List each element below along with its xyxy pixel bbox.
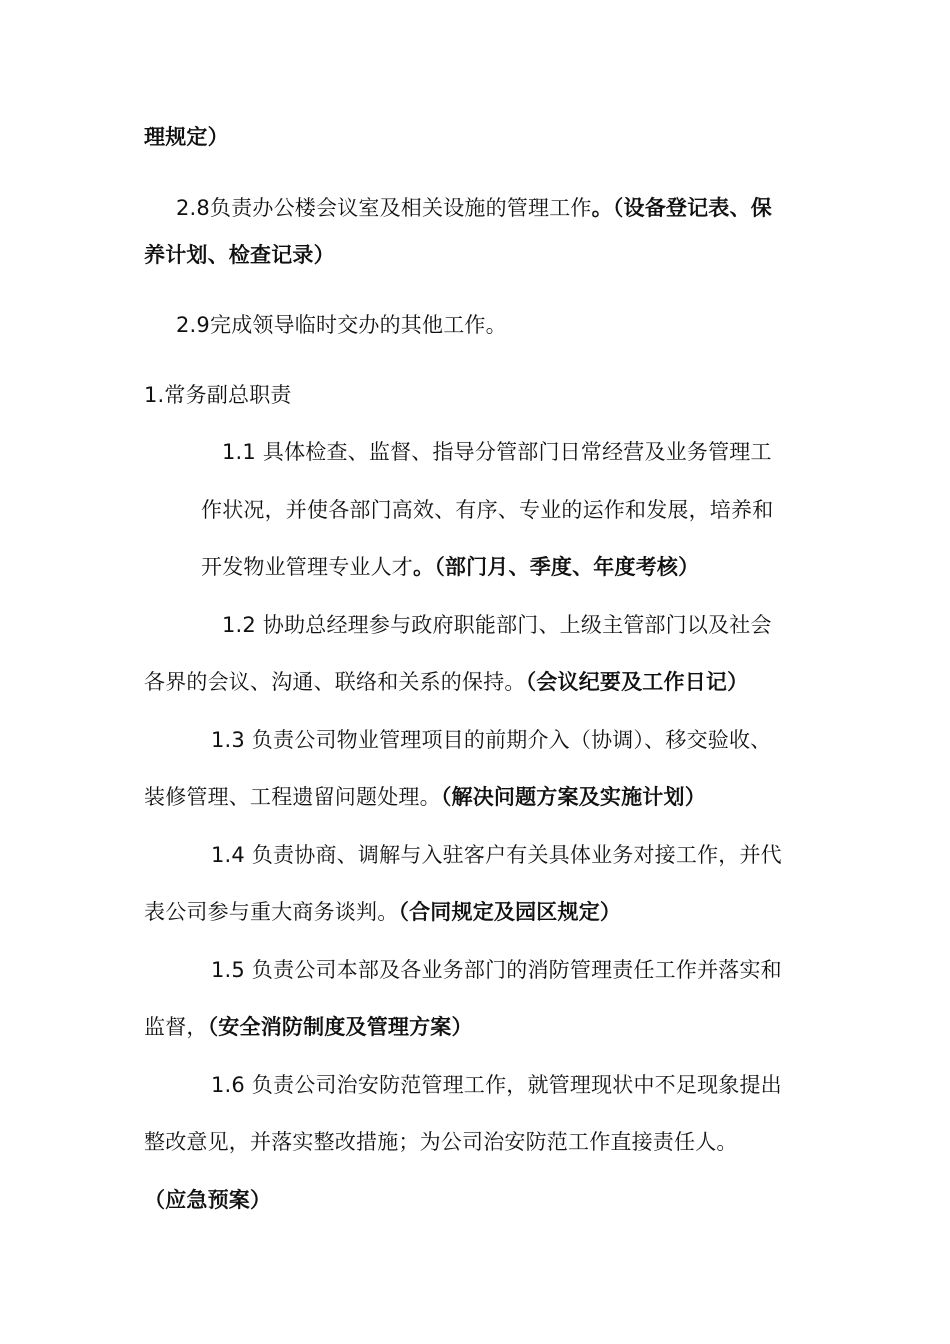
line-text: 1.4 负责协商、调解与入驻客户有关具体业务对接工作，并代	[211, 843, 782, 867]
line-text: 作状况，并使各部门高效、有序、专业的运作和发展，培养和	[201, 498, 774, 522]
line-text: 2.9完成领导临时交办的其他工作。	[176, 313, 507, 337]
text-line	[222, 610, 772, 640]
text-line	[144, 782, 706, 812]
line-text: 1.2 协助总经理参与政府职能部门、上级主管部门以及社会	[222, 613, 772, 637]
line-text: 监督，	[144, 1015, 208, 1039]
text-line	[176, 310, 507, 340]
line-text: 1.1 具体检查、监督、指导分管部门日常经营及业务管理工	[222, 440, 772, 464]
text-line	[144, 897, 621, 927]
line-text: 表公司参与重大商务谈判。	[144, 900, 399, 924]
line-bold-text: （应急预案）	[144, 1188, 272, 1212]
text-line	[211, 725, 771, 755]
line-text: 装修管理、工程遗留问题处理。	[144, 785, 441, 809]
text-line	[211, 1070, 782, 1100]
line-text: 开发物业管理专业人才	[201, 555, 413, 579]
line-bold-text: （解决问题方案及实施计划）	[440, 785, 706, 809]
text-line	[144, 240, 335, 270]
text-line	[201, 495, 773, 525]
line-text: 1.6 负责公司治安防范管理工作，就管理现状中不足现象提出	[211, 1073, 782, 1097]
line-bold-text: 理规定）	[144, 125, 229, 149]
text-line	[176, 193, 772, 223]
line-bold-text: 。（部门月、季度、年度考核）	[413, 555, 700, 579]
text-line	[144, 667, 748, 697]
text-line	[144, 1127, 738, 1157]
text-line	[201, 552, 699, 582]
text-line	[222, 437, 772, 467]
line-text: 各界的会议、沟通、联络和关系的保持。	[144, 670, 526, 694]
section-heading	[144, 380, 292, 410]
line-text: 整改意见，并落实整改措施；为公司治安防范工作直接责任人。	[144, 1130, 738, 1154]
line-bold-text: （会议纪要及工作日记）	[525, 670, 749, 694]
line-text: 2.8负责办公楼会议室及相关设施的管理工作	[176, 196, 592, 220]
line-bold-text: 。（设备登记表、保	[591, 196, 772, 220]
line-bold-text: （合同规定及园区规定）	[398, 900, 622, 924]
text-line	[144, 1012, 473, 1042]
line-bold-text: 养计划、检查记录）	[144, 243, 335, 267]
line-text: 1.常务副总职责	[144, 383, 292, 407]
line-bold-text: （安全消防制度及管理方案）	[207, 1015, 473, 1039]
line-text: 1.5 负责公司本部及各业务部门的消防管理责任工作并落实和	[211, 958, 782, 982]
text-line	[211, 955, 782, 985]
line-text: 1.3 负责公司物业管理项目的前期介入（协调）、移交验收、	[211, 728, 772, 752]
text-line	[144, 122, 229, 152]
text-line	[211, 840, 782, 870]
text-line	[144, 1185, 271, 1215]
